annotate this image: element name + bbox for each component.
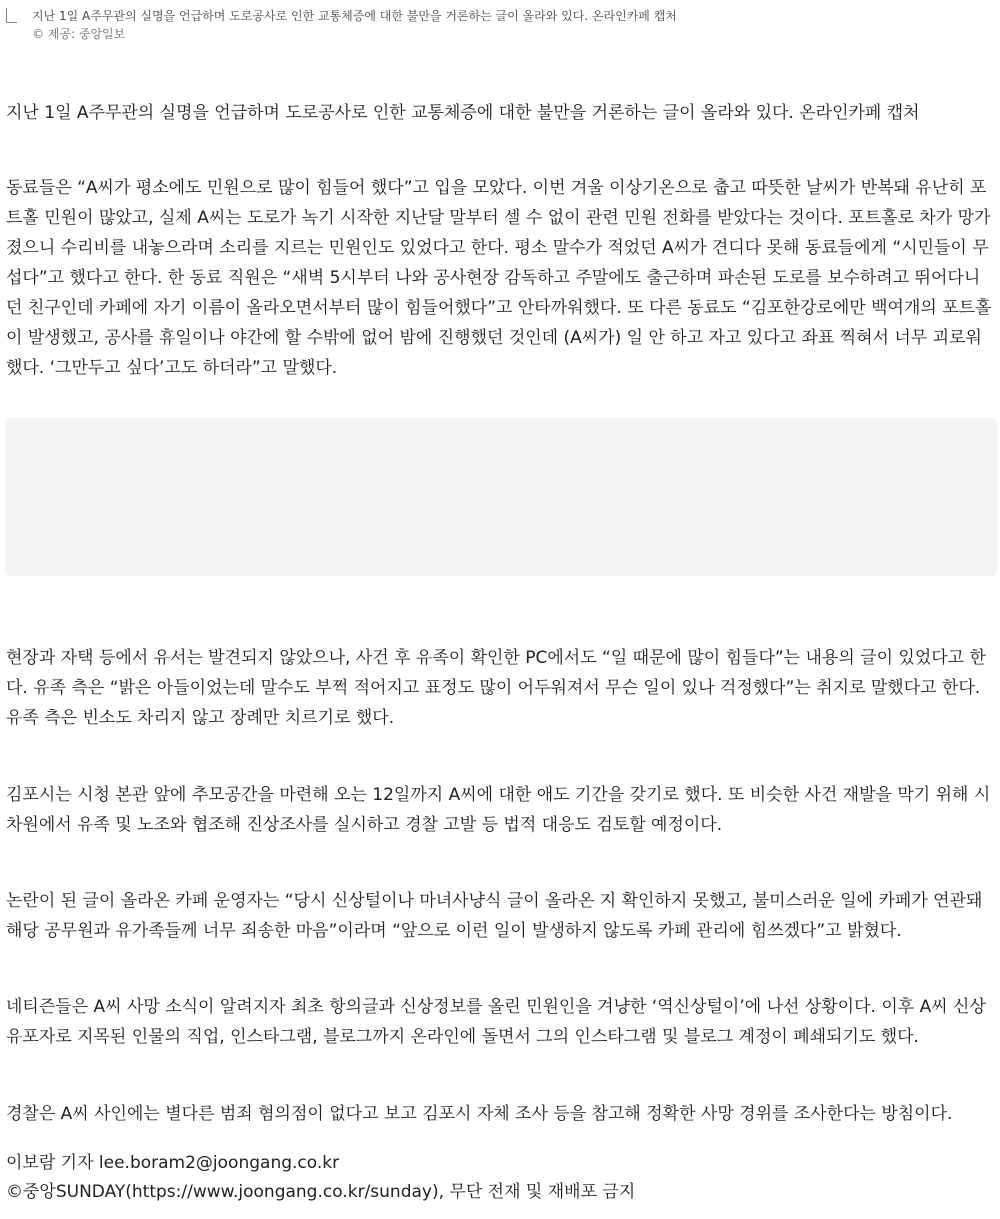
paragraph-colleagues: 동료들은 “A씨가 평소에도 민원으로 많이 힘들어 했다”고 입을 모았다. 이번 겨울 이상기온으로 춥고 따뜻한 날씨가 반복돼 유난히 포트홀 민원이 많았고, 실제 A씨는 도로가 녹기 시작한 지난달 말부터 셀 수 없이 관련 민원 전화를 받았다는 것이다. 포트홀로 차가 망가졌으니 수리비를 내놓으라며 소리를 지르는 민원인도 있었다고 한다. 평소 말수가 적었던 A씨가 견디다 못해 동료들에게 “시민들이 무섭다”고 했다고 한다. 한 동료 직원은 “새벽 5시부터 나와 공사현장 감독하고 주말에도 출근하며 파손된 도로를 보수하려고 뛰어다니던 친구인데 카페에 자기 이름이 올라오면서부터 많이 힘들어했다”고 안타까워했다. 또 다른 동료도 “김포한강로에만 백여개의 포트홀이 발생했고, 공사를 휴일이나 야간에 할 수밖에 없어 밤에 진행했던 것인데 (A씨가) 일 안 하고 자고 있다고 좌표 찍혀서 너무 괴로워했다. ‘그만두고 싶다’고도 하더라”고 말했다. [6, 178, 992, 378]
caption-corner-icon [6, 8, 17, 23]
paragraph-netizens: 네티즌들은 A씨 사망 소식이 알려지자 최초 항의글과 신상정보를 올린 민원인을 겨냥한 ‘역신상털이’에 나선 상황이다. 이후 A씨 신상 유포자로 지목된 인물의 직업, 인스타그램, 블로그까지 온라인에 돌면서 그의 인스타그램 및 블로그 계정이 폐쇄되기도 했다. [6, 997, 986, 1047]
caption-text: 지난 1일 A주무관의 실명을 언급하며 도로공사로 인한 교통체증에 대한 불만을 거론하는 글이 올라와 있다. 온라인카페 캡처 [32, 9, 677, 23]
caption-credit: © 제공: 중앙일보 [32, 27, 126, 41]
copyright-notice: ©중앙SUNDAY(https://www.joongang.co.kr/sunday), 무단 전재 및 재배포 금지 [6, 1182, 636, 1202]
paragraph-gimpo-city: 김포시는 시청 본관 앞에 추모공간을 마련해 오는 12일까지 A씨에 대한 애도 기간을 갖기로 했다. 또 비슷한 사건 재발을 막기 위해 시 차원에서 유족 및 노조와 협조해 진상조사를 실시하고 경찰 고발 등 법적 대응도 검토할 예정이다. [6, 785, 991, 835]
paragraph-police: 경찰은 A씨 사인에는 별다른 범죄 혐의점이 없다고 보고 김포시 자체 조사 등을 참고해 정확한 사망 경위를 조사한다는 방침이다. [6, 1104, 953, 1124]
paragraph-family: 현장과 자택 등에서 유서는 발견되지 않았으나, 사건 후 유족이 확인한 PC에서도 “일 때문에 많이 힘들다”는 내용의 글이 있었다고 한다. 유족 측은 “밝은 아들이었는데 말수도 부쩍 적어지고 표정도 많이 어두워져서 무슨 일이 있나 걱정했다”는 취지로 말했다고 한다. 유족 측은 빈소도 차리지 않고 장례만 치르기로 했다. [6, 648, 986, 728]
reporter-byline: 이보람 기자 lee.boram2@joongang.co.kr [6, 1153, 340, 1173]
ad-placeholder [5, 418, 997, 576]
paragraph-caption-repeat: 지난 1일 A주무관의 실명을 언급하며 도로공사로 인한 교통체증에 대한 불만을 거론하는 글이 올라와 있다. 온라인카페 캡처 [6, 103, 920, 123]
paragraph-cafe-operator: 논란이 된 글이 올라온 카페 운영자는 “당시 신상털이나 마녀사냥식 글이 올라온 지 확인하지 못했고, 불미스러운 일에 카페가 연관돼 해당 공무원과 유가족들께 너무 죄송한 마음”이라며 “앞으로 이런 일이 발생하지 않도록 카페 관리에 힘쓰겠다”고 밝혔다. [6, 891, 983, 941]
